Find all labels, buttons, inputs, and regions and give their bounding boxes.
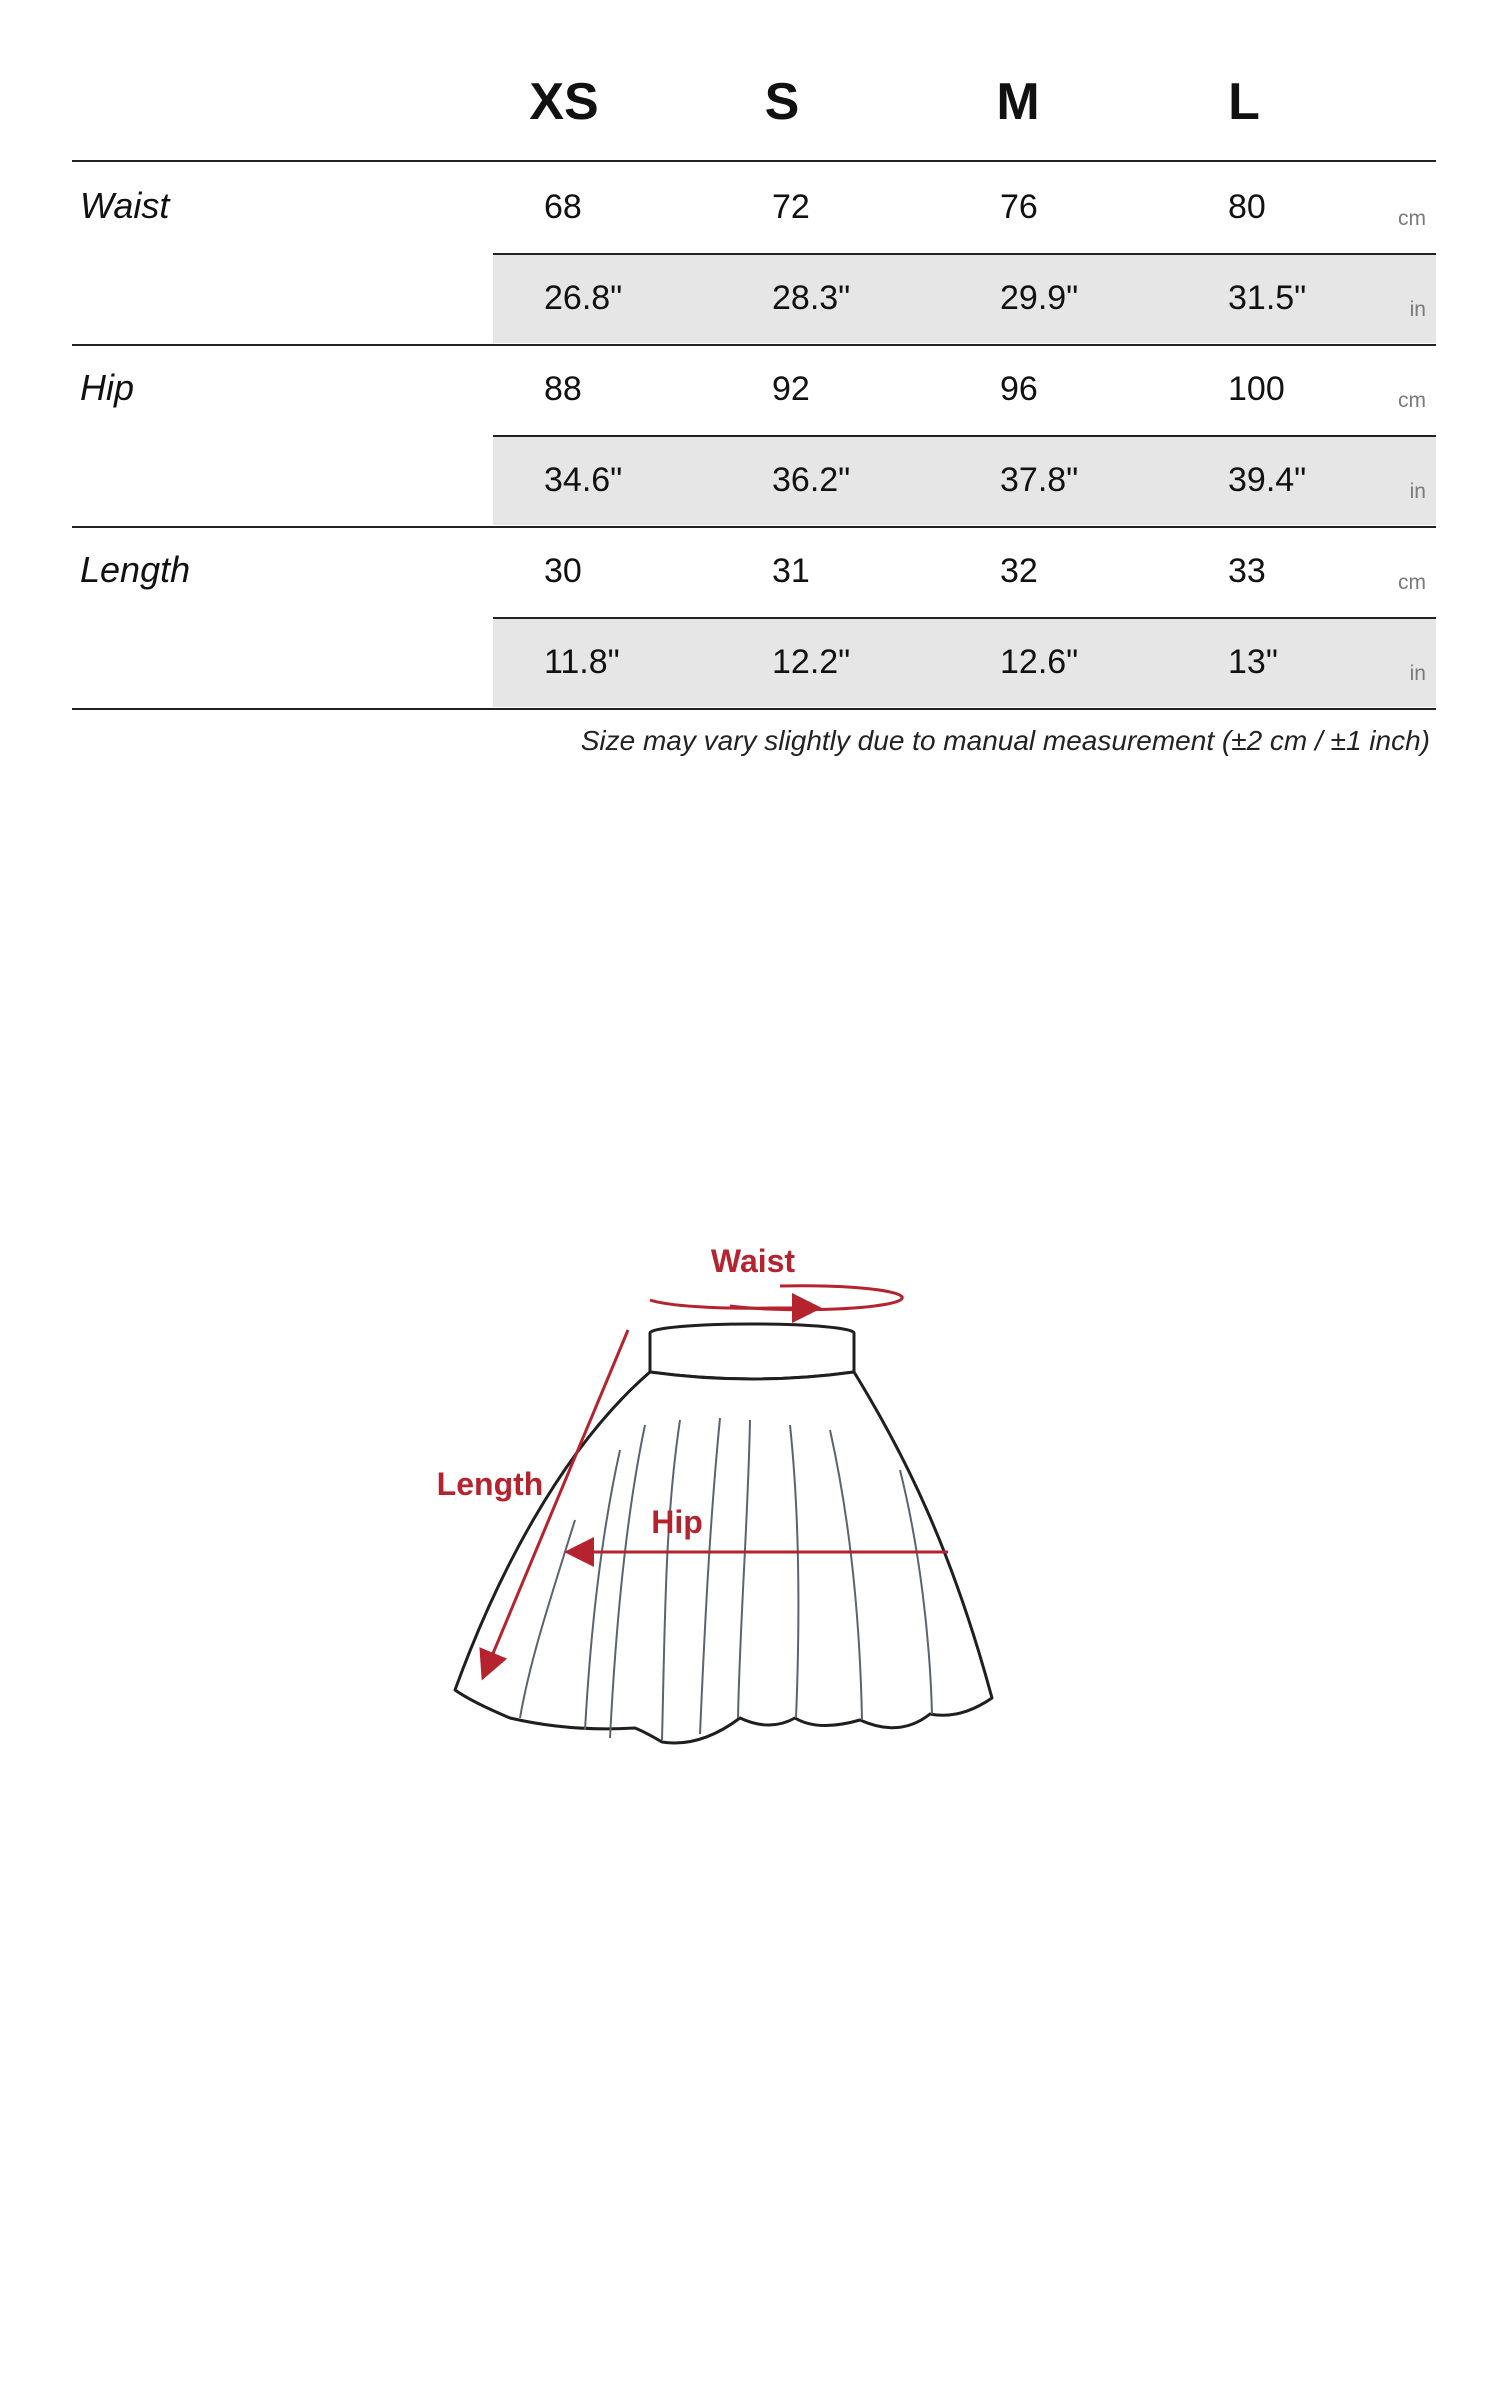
unit-label-in: in: [1409, 298, 1426, 321]
measure-label-length: Length: [80, 549, 191, 590]
cm-value: 33: [1228, 552, 1266, 590]
cm-value: 32: [1000, 552, 1038, 590]
inch-row-band: [493, 619, 1436, 707]
table-top-rule: [72, 160, 1436, 162]
inch-value: 12.6": [1000, 643, 1079, 681]
inch-value: 36.2": [772, 461, 851, 499]
unit-label-cm: cm: [1398, 571, 1426, 594]
size-chart-table: [72, 0, 1436, 800]
row-divider: [493, 435, 1436, 437]
group-divider: [72, 708, 1436, 710]
cm-value: 30: [544, 552, 582, 590]
waistband: [650, 1333, 854, 1379]
inch-value: 13": [1228, 643, 1278, 681]
row-divider: [493, 253, 1436, 255]
row-divider: [493, 617, 1436, 619]
unit-label-cm: cm: [1398, 389, 1426, 412]
waist-measure-arrow: [650, 1286, 902, 1310]
inch-value: 31.5": [1228, 279, 1307, 317]
size-header-s: S: [764, 73, 800, 131]
unit-label-cm: cm: [1398, 207, 1426, 230]
size-header-l: L: [1228, 73, 1260, 131]
hip-label: Hip: [651, 1504, 703, 1540]
measurement-note: Size may vary slightly due to manual measurement (±2 cm / ±1 inch): [580, 725, 1430, 756]
inch-value: 37.8": [1000, 461, 1079, 499]
cm-value: 100: [1228, 370, 1285, 408]
group-divider: [72, 344, 1436, 346]
unit-label-in: in: [1409, 662, 1426, 685]
inch-value: 12.2": [772, 643, 851, 681]
unit-label-in: in: [1409, 480, 1426, 503]
inch-value: 34.6": [544, 461, 623, 499]
inch-value: 29.9": [1000, 279, 1079, 317]
size-header-m: M: [996, 73, 1040, 131]
inch-value: 11.8": [544, 643, 620, 681]
cm-value: 88: [544, 370, 582, 408]
inch-value: 28.3": [772, 279, 851, 317]
inch-value: 39.4": [1228, 461, 1307, 499]
skirt-measurement-diagram: [400, 1220, 1020, 1760]
cm-value: 72: [772, 188, 810, 226]
skirt-body: [455, 1372, 992, 1743]
group-divider: [72, 526, 1436, 528]
skirt-icon: [455, 1324, 992, 1743]
cm-value: 80: [1228, 188, 1266, 226]
inch-value: 26.8": [544, 279, 623, 317]
cm-value: 31: [772, 552, 810, 590]
cm-value: 92: [772, 370, 810, 408]
measure-label-waist: Waist: [80, 185, 170, 226]
waist-label: Waist: [710, 1243, 796, 1279]
cm-value: 76: [1000, 188, 1038, 226]
cm-value: 96: [1000, 370, 1038, 408]
length-label: Length: [436, 1466, 544, 1502]
cm-value: 68: [544, 188, 582, 226]
size-header-xs: XS: [529, 73, 599, 131]
measure-label-hip: Hip: [80, 367, 135, 408]
